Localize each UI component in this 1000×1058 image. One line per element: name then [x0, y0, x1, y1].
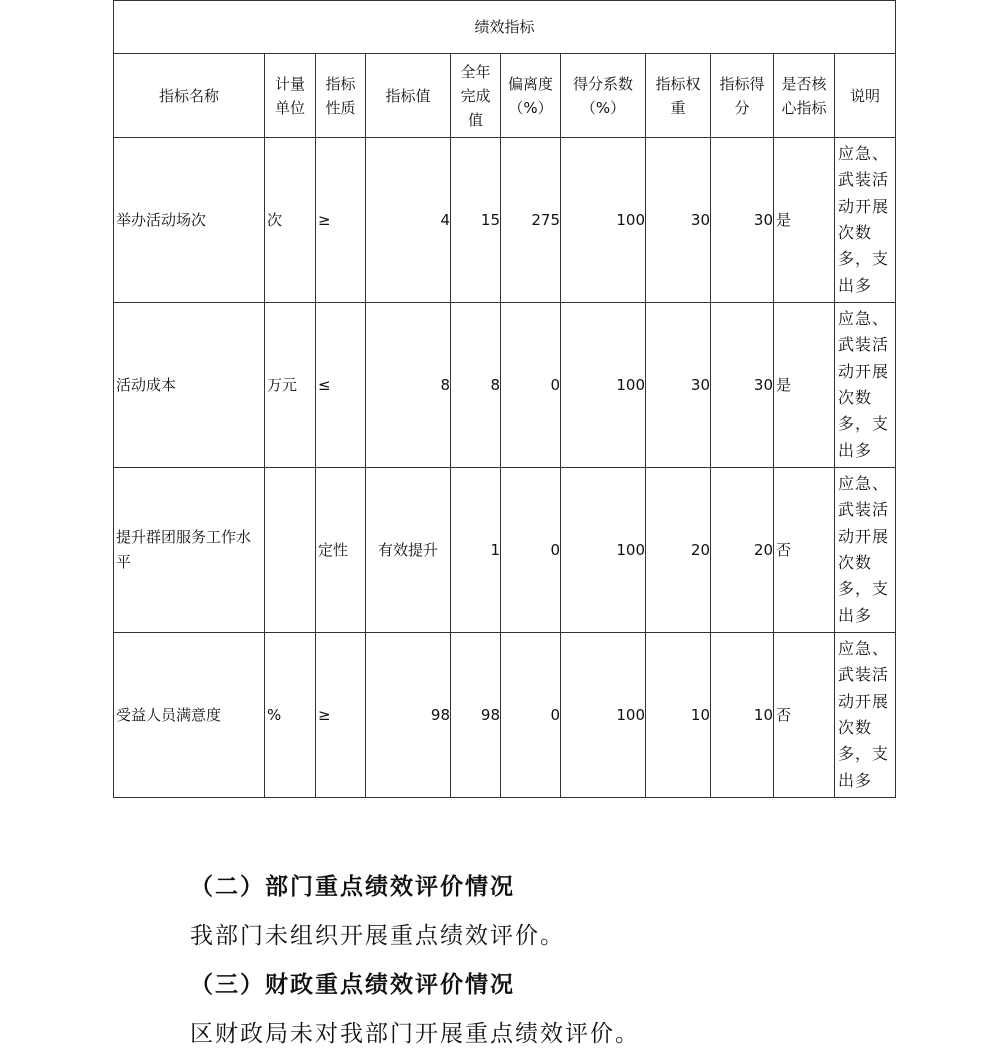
column-header-score-line: 分 — [734, 98, 750, 117]
unit-cell: 次 — [265, 138, 316, 303]
column-header-unit-line: 计量 — [274, 74, 305, 93]
table-row — [114, 303, 896, 468]
core-indicator-cell: 否 — [774, 633, 835, 798]
column-header-note-line: 说明 — [849, 86, 880, 105]
column-header-coefficient-line: （%） — [580, 98, 626, 117]
column-header-actual — [451, 54, 501, 138]
column-header-core — [774, 54, 835, 138]
weight-cell: 20 — [646, 468, 711, 633]
nature-cell: ≥ — [316, 138, 366, 303]
column-header-nature — [316, 54, 366, 138]
column-header-weight-line: 重 — [670, 98, 686, 117]
core-indicator-cell: 否 — [774, 468, 835, 633]
coefficient-cell: 100 — [561, 303, 646, 468]
score-cell: 30 — [711, 303, 774, 468]
core-indicator-cell: 是 — [774, 303, 835, 468]
note-cell: 应急、武装活动开展次数多，支出多 — [835, 138, 896, 303]
finance-evaluation-heading: （三）财政重点绩效评价情况 — [190, 971, 515, 998]
column-header-target — [366, 54, 451, 138]
column-header-unit — [265, 54, 316, 138]
column-header-actual-line: 全年 — [460, 62, 491, 81]
indicator-name-cell: 活动成本 — [114, 303, 265, 468]
column-header-coefficient-line: 得分系数 — [572, 74, 633, 93]
column-header-name: 指标名称 — [114, 54, 265, 138]
target-value-cell: 8 — [366, 303, 451, 468]
table-title: 绩效指标 — [114, 1, 896, 54]
actual-value-cell: 1 — [451, 468, 501, 633]
table-title-row — [114, 1, 896, 54]
indicator-name-cell: 举办活动场次 — [114, 138, 265, 303]
target-value-cell: 4 — [366, 138, 451, 303]
column-header-deviation-line: 偏离度 — [507, 74, 553, 93]
nature-cell: ≤ — [316, 303, 366, 468]
dept-evaluation-heading: （二）部门重点绩效评价情况 — [190, 873, 515, 900]
column-header-deviation — [501, 54, 561, 138]
score-cell: 10 — [711, 633, 774, 798]
nature-cell: ≥ — [316, 633, 366, 798]
coefficient-cell: 100 — [561, 138, 646, 303]
score-cell: 30 — [711, 138, 774, 303]
column-header-deviation-line: （%） — [508, 98, 553, 117]
unit-cell: % — [265, 633, 316, 798]
deviation-cell: 0 — [501, 633, 561, 798]
weight-cell: 10 — [646, 633, 711, 798]
deviation-cell: 0 — [501, 468, 561, 633]
deviation-cell: 275 — [501, 138, 561, 303]
performance-indicator-table — [113, 0, 896, 798]
score-cell: 20 — [711, 468, 774, 633]
weight-cell: 30 — [646, 303, 711, 468]
weight-cell: 30 — [646, 138, 711, 303]
note-cell: 应急、武装活动开展次数多，支出多 — [835, 303, 896, 468]
actual-value-cell: 15 — [451, 138, 501, 303]
actual-value-cell: 8 — [451, 303, 501, 468]
column-header-actual-line: 完成 — [460, 86, 491, 105]
coefficient-cell: 100 — [561, 468, 646, 633]
column-header-note — [835, 54, 896, 138]
target-value-cell: 有效提升 — [366, 468, 451, 633]
column-header-unit-line: 单位 — [274, 98, 305, 117]
core-indicator-cell: 是 — [774, 138, 835, 303]
coefficient-cell: 100 — [561, 633, 646, 798]
table-row — [114, 633, 896, 798]
column-header-score — [711, 54, 774, 138]
column-header-weight — [646, 54, 711, 138]
note-cell: 应急、武装活动开展次数多，支出多 — [835, 468, 896, 633]
column-header-core-line: 是否核 — [781, 74, 827, 93]
table-header-row — [114, 54, 896, 138]
deviation-cell: 0 — [501, 303, 561, 468]
actual-value-cell: 98 — [451, 633, 501, 798]
target-value-cell: 98 — [366, 633, 451, 798]
column-header-score-line: 指标得 — [719, 74, 765, 93]
nature-cell: 定性 — [316, 468, 366, 633]
column-header-nature-line: 性质 — [325, 98, 356, 117]
unit-cell: 万元 — [265, 303, 316, 468]
column-header-actual-line: 值 — [467, 110, 483, 129]
indicator-name-cell: 受益人员满意度 — [114, 633, 265, 798]
finance-evaluation-text: 区财政局未对我部门开展重点绩效评价。 — [190, 1021, 640, 1047]
table-row — [114, 138, 896, 303]
column-header-target-line: 指标值 — [385, 86, 431, 105]
indicator-name-cell: 提升群团服务工作水平 — [114, 468, 265, 633]
column-header-core-line: 心指标 — [781, 98, 827, 117]
note-cell: 应急、武装活动开展次数多，支出多 — [835, 633, 896, 798]
column-header-weight-line: 指标权 — [655, 74, 701, 93]
table-row — [114, 468, 896, 633]
unit-cell — [265, 468, 316, 633]
column-header-nature-line: 指标 — [325, 74, 356, 93]
column-header-coefficient — [561, 54, 646, 138]
dept-evaluation-text: 我部门未组织开展重点绩效评价。 — [190, 923, 565, 949]
